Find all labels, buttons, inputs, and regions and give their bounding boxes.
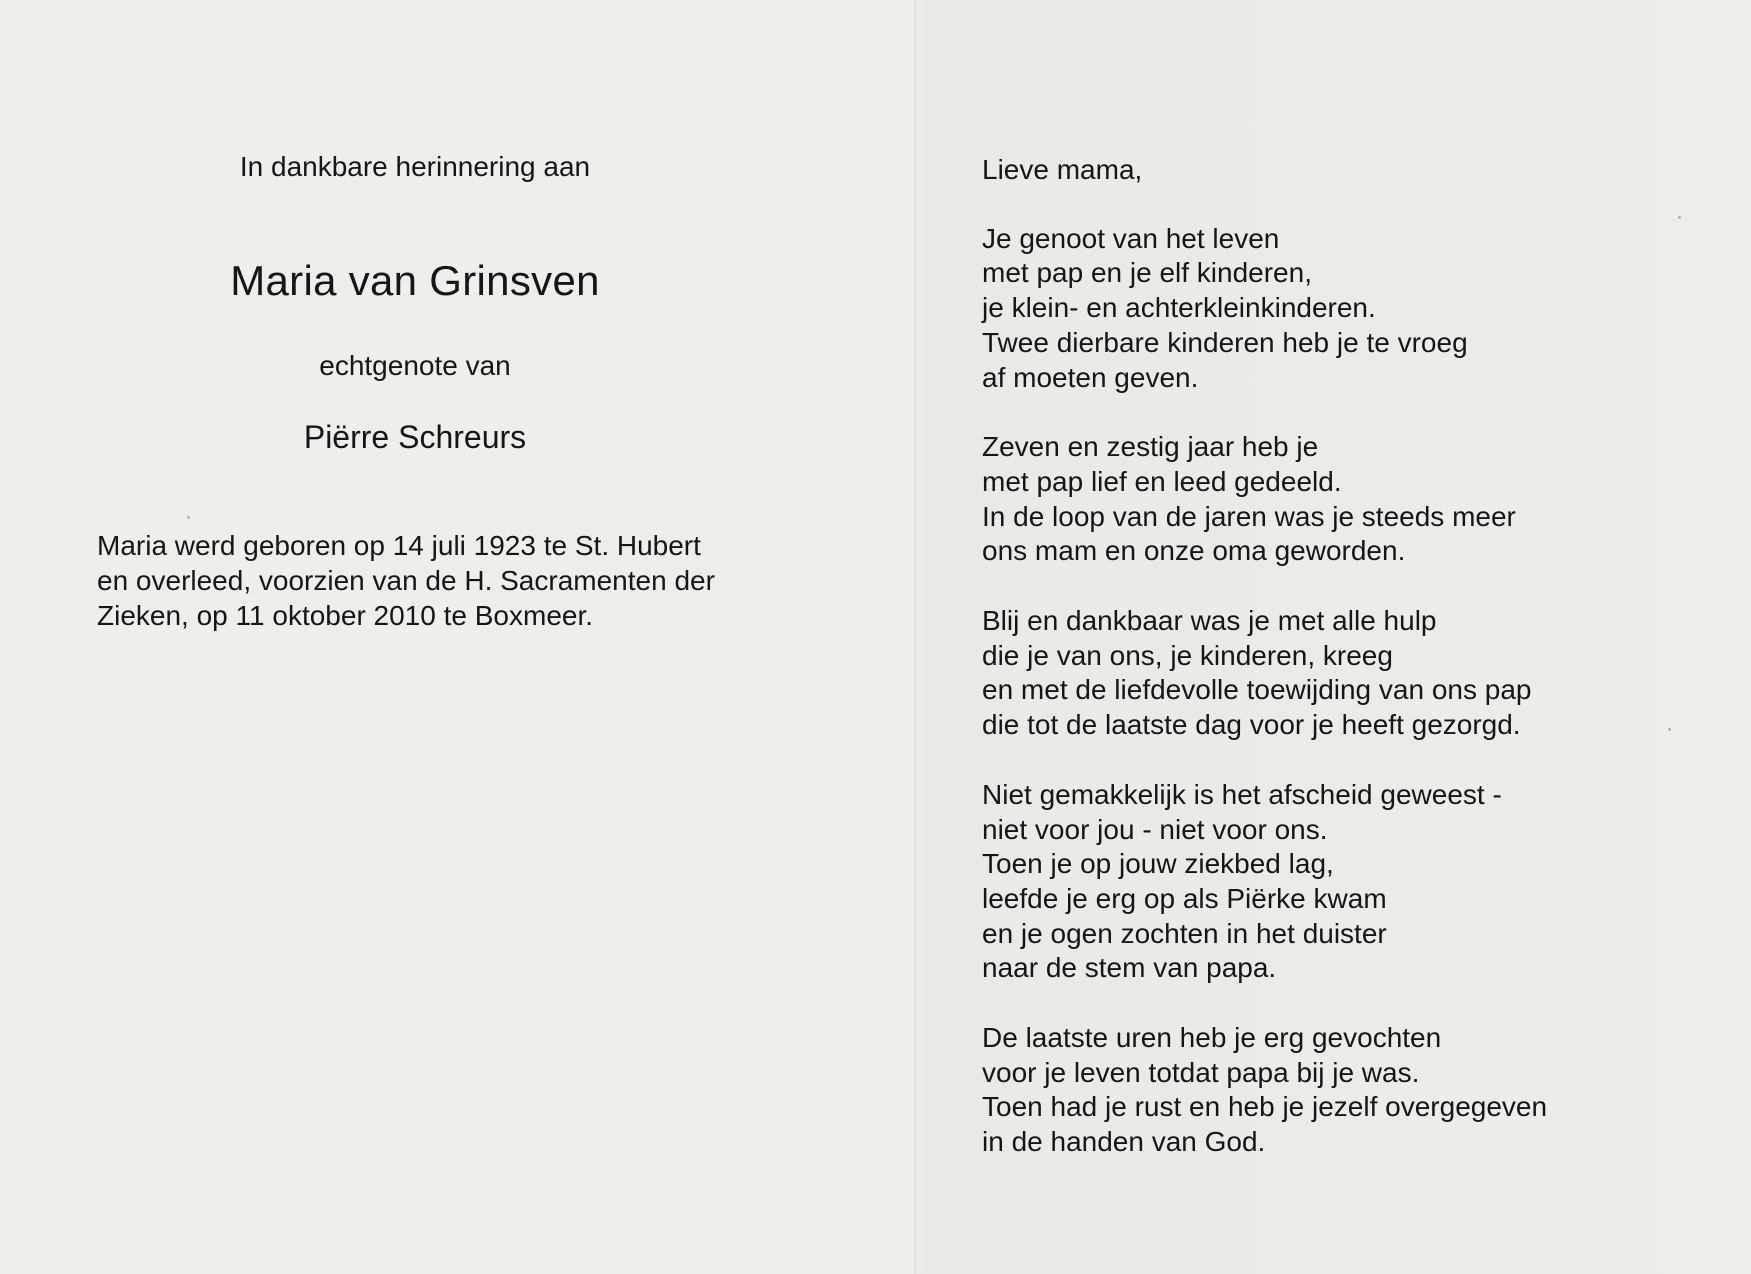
poem-line: en je ogen zochten in het duister bbox=[982, 917, 1387, 949]
poem-line: in de handen van God. bbox=[982, 1126, 1266, 1158]
poem-line: en met de liefdevolle toewijding van ons pap bbox=[982, 674, 1532, 706]
poem-line: met pap lief en leed gedeeld. bbox=[982, 465, 1342, 497]
poem-greeting: Lieve mama, bbox=[982, 154, 1143, 185]
poem-line: Je genoot van het leven bbox=[982, 222, 1280, 254]
poem-stanza-5 bbox=[982, 1021, 1702, 1160]
poem-stanza-1 bbox=[982, 222, 1702, 396]
paper-speck bbox=[1668, 728, 1671, 731]
biography-line: Maria werd geboren op 14 juli 1923 te St. Hubert bbox=[97, 530, 701, 561]
poem-line: niet voor jou - niet voor ons. bbox=[982, 813, 1328, 845]
poem-line: af moeten geven. bbox=[982, 361, 1199, 393]
poem-stanza-3 bbox=[982, 604, 1702, 743]
biography-line: Zieken, op 11 oktober 2010 te Boxmeer. bbox=[97, 600, 594, 631]
poem-line: Toen je op jouw ziekbed lag, bbox=[982, 848, 1334, 880]
poem-line: ons mam en onze oma geworden. bbox=[982, 535, 1406, 567]
poem-line: voor je leven totdat papa bij je was. bbox=[982, 1056, 1420, 1088]
poem-line: die je van ons, je kinderen, kreeg bbox=[982, 639, 1393, 671]
spouse-intro-text: echtgenote van bbox=[319, 350, 511, 381]
paper-speck bbox=[187, 516, 190, 519]
intro-text: In dankbare herinnering aan bbox=[239, 151, 591, 182]
poem-line: naar de stem van papa. bbox=[982, 952, 1277, 984]
poem-line: Twee dierbare kinderen heb je te vroeg bbox=[982, 326, 1468, 358]
poem-stanza-4 bbox=[982, 778, 1702, 986]
poem-line: je klein- en achterkleinkinderen. bbox=[982, 292, 1376, 324]
paper-speck bbox=[1678, 216, 1681, 219]
deceased-name: Maria van Grinsven bbox=[230, 257, 600, 304]
poem-line: In de loop van de jaren was je steeds meer bbox=[982, 500, 1516, 532]
biography-line: en overleed, voorzien van de H. Sacramenten der bbox=[97, 565, 715, 596]
poem-line: Niet gemakkelijk is het afscheid geweest - bbox=[982, 778, 1502, 810]
spouse-name: Piërre Schreurs bbox=[303, 419, 527, 455]
poem bbox=[982, 153, 1702, 1160]
biography bbox=[97, 528, 817, 633]
poem-line: met pap en je elf kinderen, bbox=[982, 257, 1312, 289]
poem-stanza-2 bbox=[982, 430, 1702, 569]
poem-line: die tot de laatste dag voor je heeft gezorgd. bbox=[982, 709, 1521, 741]
poem-line: De laatste uren heb je erg gevochten bbox=[982, 1022, 1442, 1054]
poem-line: Toen had je rust en heb je jezelf overgegeven bbox=[982, 1091, 1548, 1123]
poem-line: leefde je erg op als Piërke kwam bbox=[982, 882, 1387, 914]
poem-line: Blij en dankbaar was je met alle hulp bbox=[982, 605, 1437, 637]
poem-line: Zeven en zestig jaar heb je bbox=[982, 431, 1319, 463]
